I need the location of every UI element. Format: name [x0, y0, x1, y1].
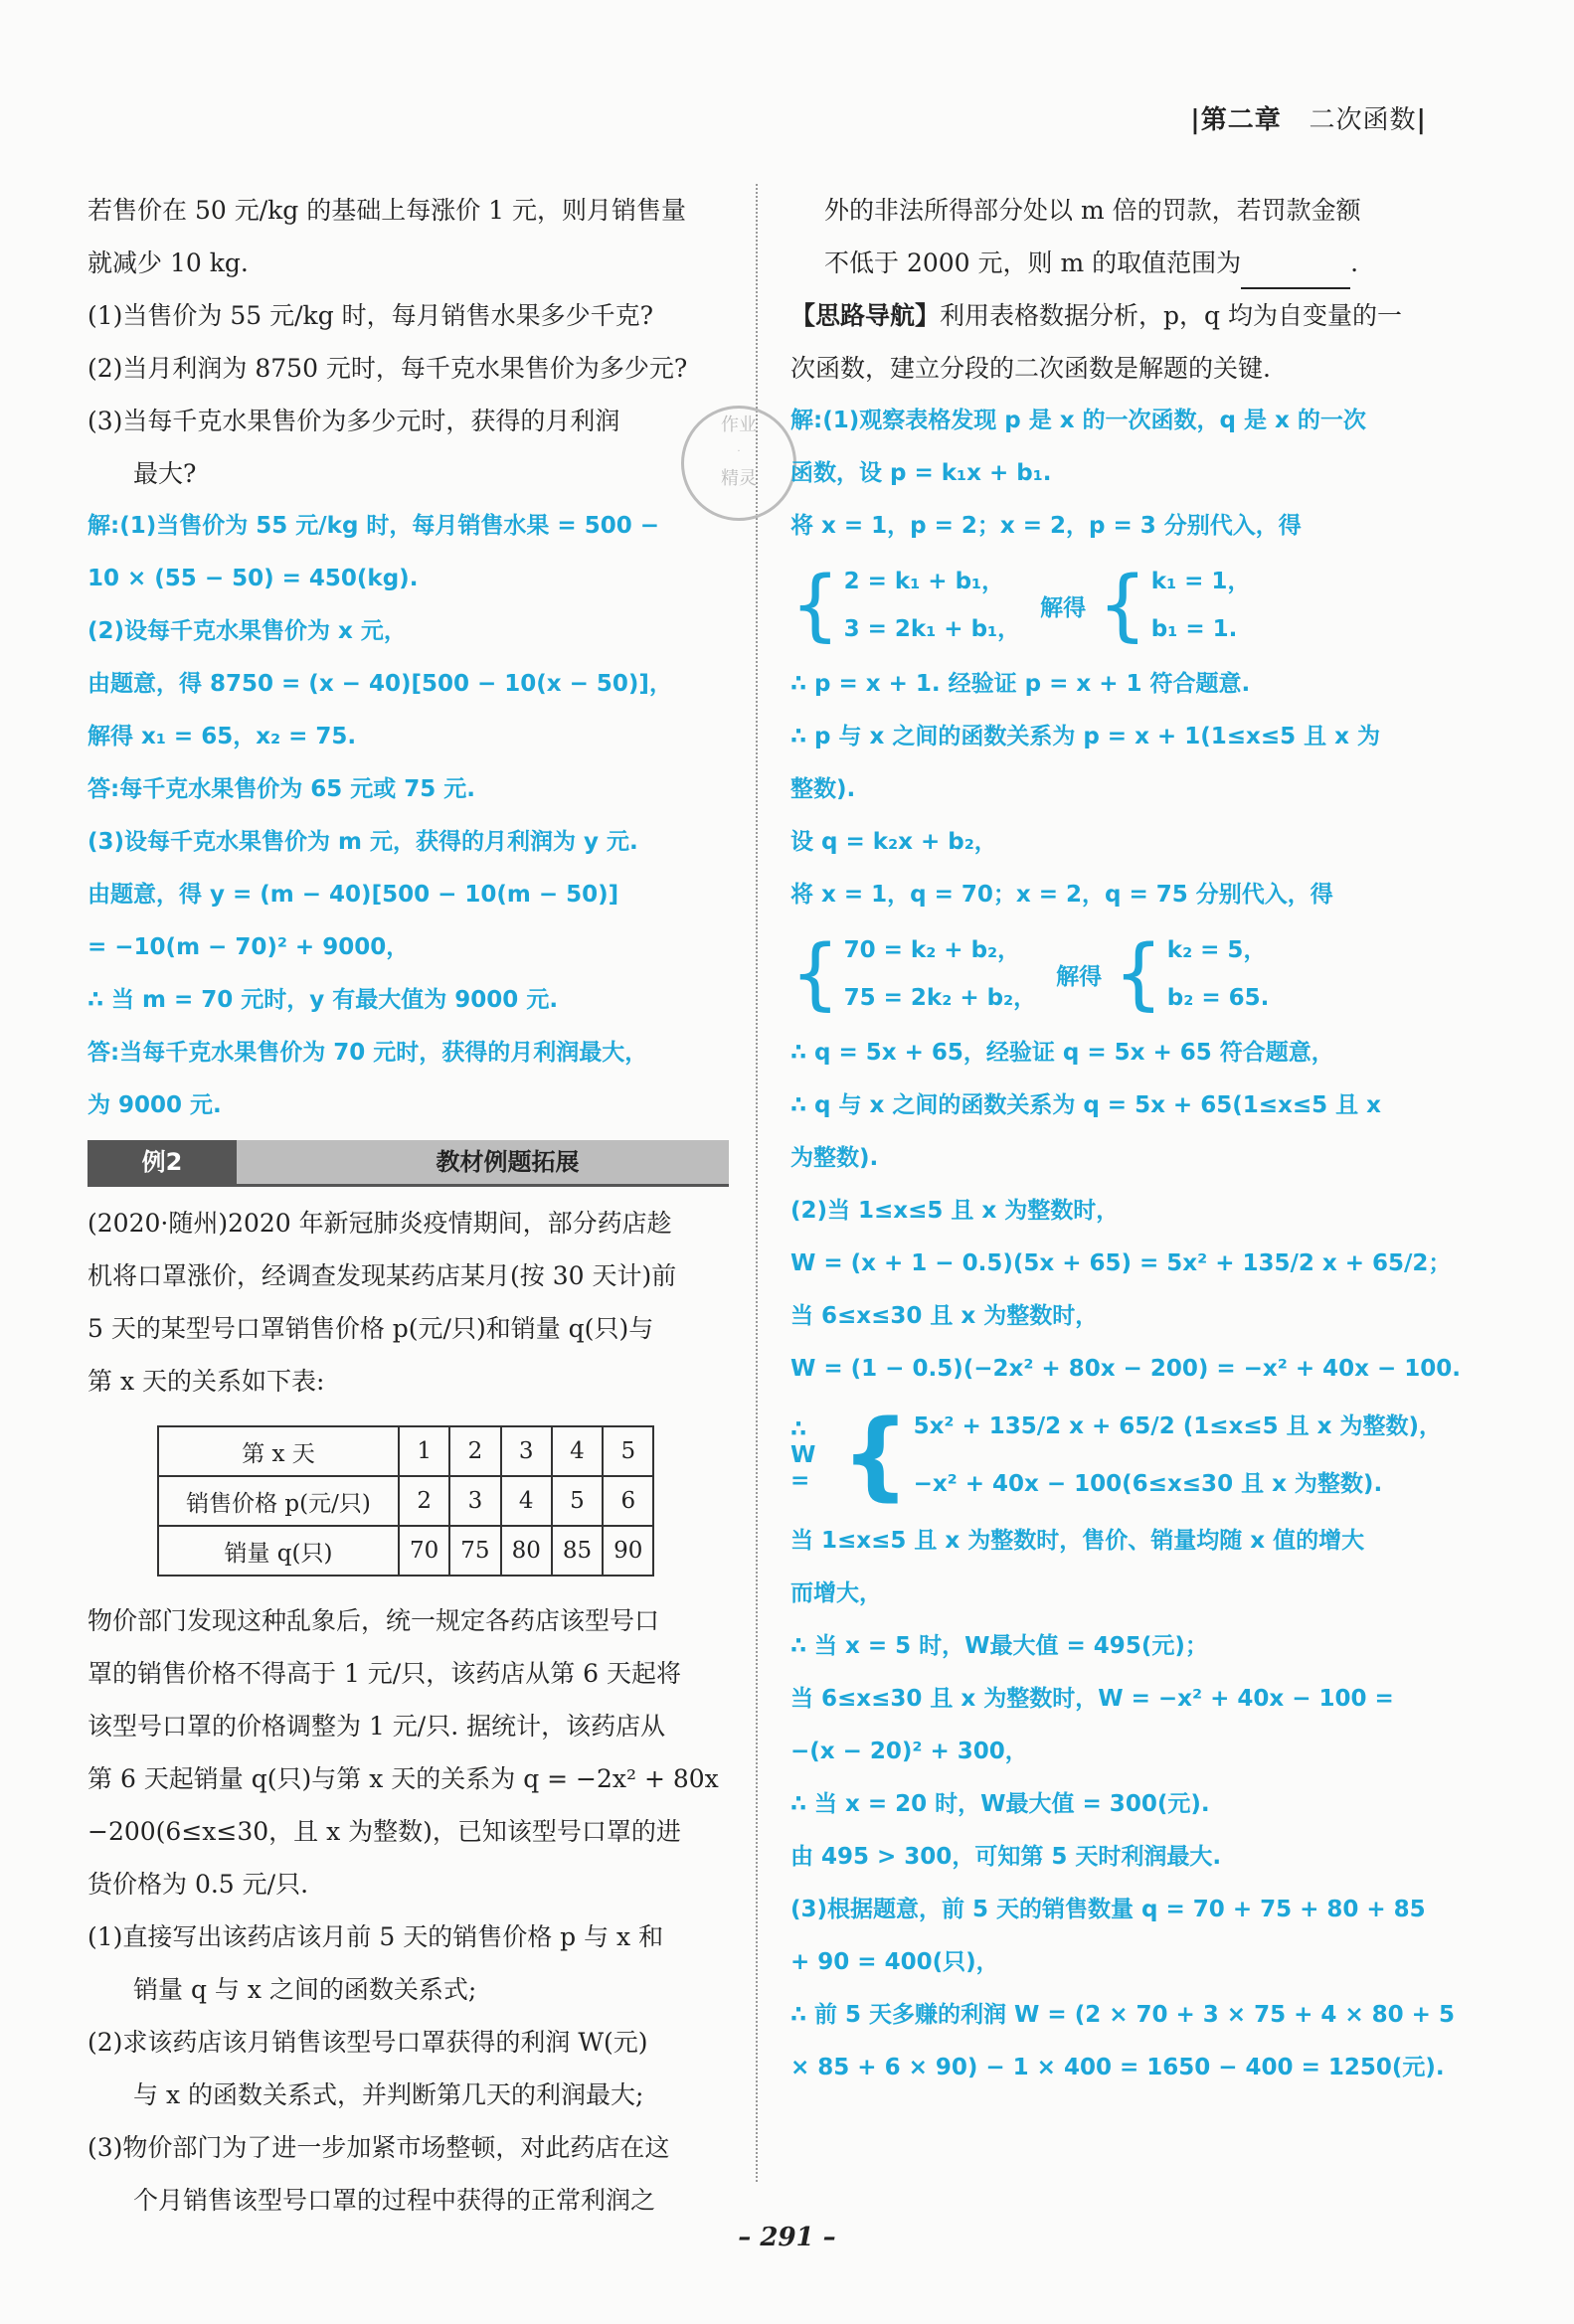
left-column — [87, 184, 729, 2227]
subquestion-line: 个月销售该型号口罩的过程中获得的正常利润之 — [133, 2186, 656, 2215]
problem-line: 外的非法所得部分处以 m 倍的罚款，若罚款金额 — [824, 196, 1361, 225]
solution-line: 当 6≤x≤30 且 x 为整数时， — [790, 1303, 1099, 1329]
table-cell: 3 — [501, 1426, 552, 1476]
solution-line: 将 x = 1，q = 70；x = 2，q = 75 分别代入，得 — [790, 882, 1333, 908]
answer-line: 10 × (55 − 50) = 450(kg). — [87, 566, 419, 591]
chapter-number: 第二章 — [1200, 105, 1282, 135]
solution-line: 函数，设 p = k₁x + b₁. — [790, 460, 1052, 486]
answer-line: (2)设每千克水果售价为 x 元， — [87, 618, 407, 644]
solution-line: 整数). — [790, 776, 856, 802]
problem-line: 第 x 天的关系如下表: — [87, 1367, 325, 1396]
chapter-header: |第二章 二次函数| — [1190, 105, 1427, 135]
table-cell: 85 — [552, 1526, 603, 1576]
watermark-stamp: 作业 · 精灵 — [681, 406, 796, 521]
table-cell: 1 — [399, 1426, 449, 1476]
chapter-title: 二次函数 — [1309, 105, 1417, 135]
solution-line: (3)根据题意，前 5 天的销售数量 q = 70 + 75 + 80 + 85 — [790, 1897, 1426, 1922]
solution-line: W = (1 − 0.5)(−2x² + 80x − 200) = −x² + 40x − 100. — [790, 1356, 1461, 1382]
solution-line: ∴ 前 5 天多赚的利润 W = (2 × 70 + 3 × 75 + 4 × 80 + 5 — [790, 2002, 1455, 2028]
answer-line: 由题意，得 8750 = (x − 40)[500 − 10(x − 50)]， — [87, 671, 672, 697]
guide-label: 【思路导航】 — [790, 301, 941, 330]
solution-line: ∴ q 与 x 之间的函数关系为 q = 5x + 65(1≤x≤5 且 x — [790, 1092, 1381, 1118]
solution-line: + 90 = 400(只)， — [790, 1949, 999, 1975]
equation-system: { 70 = k₂ + b₂， 75 = 2k₂ + b₂， 解得 { k₂ = 5， b₂ = 65. — [790, 929, 1270, 1019]
solution-line: 将 x = 1，p = 2；x = 2，p = 3 分别代入，得 — [790, 513, 1302, 539]
problem-line: 罩的销售价格不得高于 1 元/只，该药店从第 6 天起将 — [87, 1659, 682, 1688]
table-cell: 90 — [603, 1526, 653, 1576]
subquestion-line: 销量 q 与 x 之间的函数关系式; — [133, 1975, 477, 2004]
solution-line: W = (x + 1 − 0.5)(5x + 65) = 5x² + 135/2 x + 65/2； — [790, 1250, 1452, 1276]
answer-line: ∴ 当 m = 70 元时，y 有最大值为 9000 元. — [87, 987, 559, 1013]
table-row-header: 销量 q(只) — [158, 1526, 399, 1576]
table-row — [158, 1426, 653, 1476]
problem-line: (2020·随州)2020 年新冠肺炎疫情期间，部分药店趁 — [87, 1209, 672, 1238]
table-cell: 6 — [603, 1476, 653, 1526]
solution-line: ∴ 当 x = 5 时，W最大值 = 495(元)； — [790, 1633, 1208, 1659]
answer-line: 答:每千克水果售价为 65 元或 75 元. — [87, 776, 475, 802]
subquestion-line: 与 x 的函数关系式，并判断第几天的利润最大; — [133, 2080, 644, 2109]
problem-line: 货价格为 0.5 元/只. — [87, 1870, 309, 1899]
table-cell: 4 — [552, 1426, 603, 1476]
answer-blank — [1241, 259, 1350, 289]
problem-line: 第 6 天起销量 q(只)与第 x 天的关系为 q = −2x² + 80x — [87, 1764, 719, 1793]
table-cell: 5 — [552, 1476, 603, 1526]
solution-line: × 85 + 6 × 90) − 1 × 400 = 1650 − 400 = 1250(元). — [790, 2055, 1445, 2080]
table-cell: 3 — [449, 1476, 500, 1526]
solution-line: ∴ 当 x = 20 时，W最大值 = 300(元). — [790, 1791, 1210, 1817]
problem-line: 机将口罩涨价，经调查发现某药店某月(按 30 天计)前 — [87, 1261, 677, 1290]
answer-line: 解:(1)当售价为 55 元/kg 时，每月销售水果 = 500 − — [87, 513, 659, 539]
data-table — [157, 1425, 654, 1577]
subquestion-line: (1)直接写出该药店该月前 5 天的销售价格 p 与 x 和 — [87, 1922, 664, 1951]
solution-line: 当 1≤x≤5 且 x 为整数时，售价、销量均随 x 值的增大 — [790, 1528, 1365, 1554]
solution-line: 为整数). — [790, 1145, 879, 1171]
subquestion-line: (2)求该药店该月销售该型号口罩获得的利润 W(元) — [87, 2028, 648, 2057]
page-number: – 291 – — [738, 2223, 836, 2252]
answer-line: 答:当每千克水果售价为 70 元时，获得的月利润最大， — [87, 1040, 648, 1066]
table-cell: 75 — [449, 1526, 500, 1576]
intro-line: 若售价在 50 元/kg 的基础上每涨价 1 元，则月销售量 — [87, 196, 687, 225]
answer-line: (3)设每千克水果售价为 m 元，获得的月利润为 y 元. — [87, 829, 638, 855]
intro-line: 就减少 10 kg. — [87, 249, 249, 277]
solution-line: 解:(1)观察表格发现 p 是 x 的一次函数，q 是 x 的一次 — [790, 408, 1366, 433]
problem-line: −200(6≤x≤30，且 x 为整数)，已知该型号口罩的进 — [87, 1817, 681, 1846]
answer-line: 解得 x₁ = 65，x₂ = 75. — [87, 724, 357, 749]
problem-line: 该型号口罩的价格调整为 1 元/只. 据统计，该药店从 — [87, 1712, 666, 1741]
problem-line: 物价部门发现这种乱象后，统一规定各药店该型号口 — [87, 1606, 660, 1635]
table-cell: 2 — [399, 1476, 449, 1526]
piecewise-function: ∴ W = { 5x² + 135/2 x + 65/2 (1≤x≤5 且 x 为整数)， −x² + 40x − 100(6≤x≤30 且 x 为整数). — [790, 1400, 1442, 1511]
solution-line: 由 495 > 300，可知第 5 天时利润最大. — [790, 1844, 1222, 1870]
problem-line: 不低于 2000 元，则 m 的取值范围为 . — [790, 237, 1442, 289]
table-row-header: 第 x 天 — [158, 1426, 399, 1476]
table-row — [158, 1526, 653, 1576]
example-title: 教材例题拓展 — [436, 1148, 580, 1176]
answer-line: = −10(m − 70)² + 9000， — [87, 934, 410, 960]
question-line: 最大? — [133, 459, 197, 488]
table-row — [158, 1476, 653, 1526]
table-cell: 2 — [449, 1426, 500, 1476]
table-row-header: 销售价格 p(元/只) — [158, 1476, 399, 1526]
example-banner — [87, 1140, 729, 1187]
guide-line: 次函数，建立分段的二次函数是解题的关键. — [790, 354, 1271, 383]
answer-line: 由题意，得 y = (m − 40)[500 − 10(m − 50)] — [87, 882, 619, 908]
example-tab: 例2 — [87, 1140, 237, 1184]
question-line: (1)当售价为 55 元/kg 时，每月销售水果多少千克? — [87, 301, 654, 330]
question-line: (3)当每千克水果售价为多少元时，获得的月利润 — [87, 407, 620, 435]
solution-line: −(x − 20)² + 300， — [790, 1739, 1028, 1764]
solution-line: (2)当 1≤x≤5 且 x 为整数时， — [790, 1198, 1120, 1224]
table-cell: 4 — [501, 1476, 552, 1526]
solution-line: 设 q = k₂x + b₂， — [790, 829, 997, 855]
solution-line: 而增大， — [790, 1580, 882, 1606]
solution-line: ∴ q = 5x + 65，经验证 q = 5x + 65 符合题意， — [790, 1040, 1334, 1066]
question-line: (2)当月利润为 8750 元时，每千克水果售价为多少元? — [87, 354, 688, 383]
subquestion-line: (3)物价部门为了进一步加紧市场整顿，对此药店在这 — [87, 2133, 670, 2162]
right-column — [790, 184, 1461, 2094]
solution-line: ∴ p 与 x 之间的函数关系为 p = x + 1(1≤x≤5 且 x 为 — [790, 724, 1380, 749]
solution-line: ∴ p = x + 1. 经验证 p = x + 1 符合题意. — [790, 671, 1251, 697]
solution-line: 当 6≤x≤30 且 x 为整数时，W = −x² + 40x − 100 = — [790, 1686, 1394, 1712]
equation-system: { 2 = k₁ + b₁， 3 = 2k₁ + b₁， 解得 { k₁ = 1， b₁ = 1. — [790, 561, 1251, 650]
problem-line: 5 天的某型号口罩销售价格 p(元/只)和销量 q(只)与 — [87, 1314, 654, 1343]
guide-line: 【思路导航】利用表格数据分析，p，q 均为自变量的一 — [790, 301, 1402, 330]
table-cell: 70 — [399, 1526, 449, 1576]
table-cell: 80 — [501, 1526, 552, 1576]
table-cell: 5 — [603, 1426, 653, 1476]
answer-line: 为 9000 元. — [87, 1092, 222, 1118]
